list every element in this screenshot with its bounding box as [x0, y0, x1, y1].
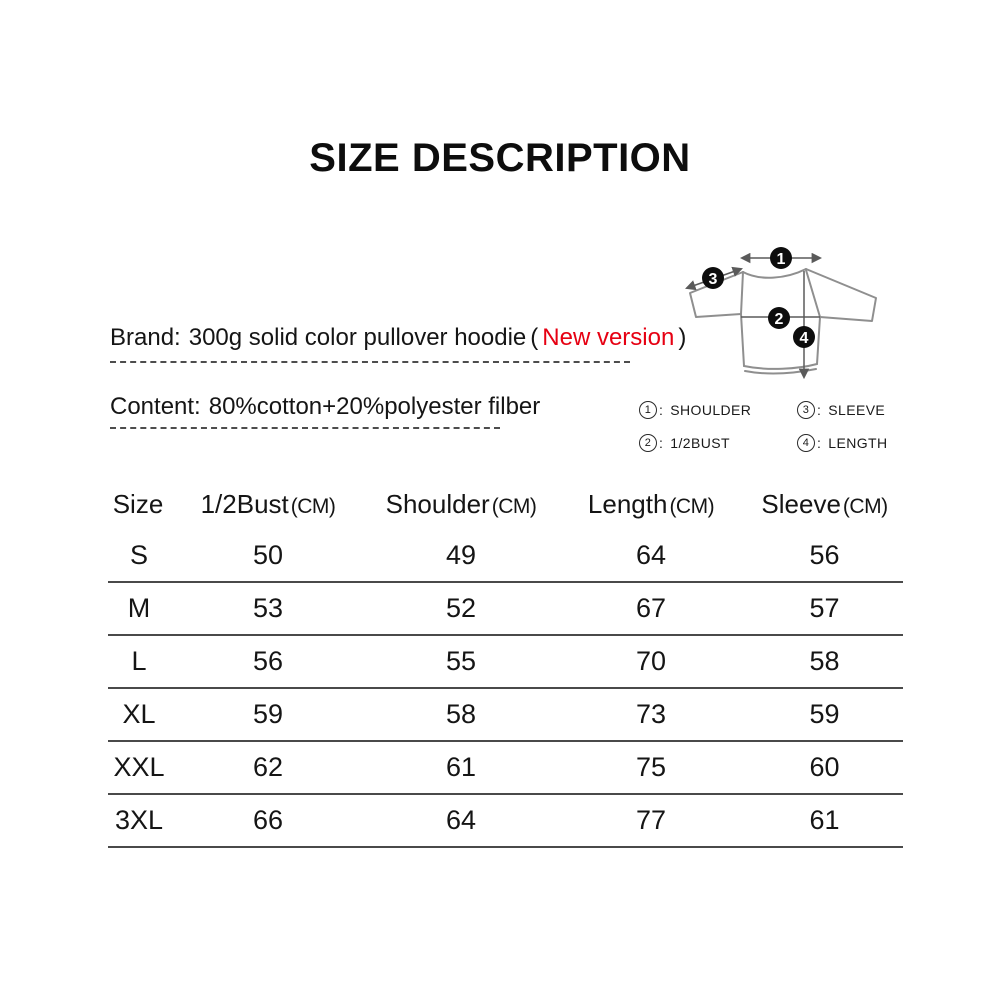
legend-separator: :	[659, 402, 664, 418]
brand-line	[110, 324, 687, 363]
size-cell: XL	[108, 688, 170, 741]
table-row-xl	[108, 688, 903, 741]
sleeve-cell: 56	[746, 530, 903, 582]
bust-cell: 66	[170, 794, 366, 847]
legend-label-length: LENGTH	[828, 435, 888, 451]
circled-4-icon: 4	[797, 434, 815, 452]
col-header-length: Length(CM)	[587, 489, 715, 519]
col-header-size: Size	[112, 489, 164, 519]
sleeve-cell: 57	[746, 582, 903, 635]
legend-item-length	[797, 434, 887, 452]
brand-text: 300g solid color pullover hoodie	[188, 324, 527, 351]
shoulder-cell: 49	[366, 530, 556, 582]
length-cell: 70	[556, 635, 746, 688]
legend-label-bust: 1/2BUST	[670, 435, 730, 451]
hoodie-neck	[743, 269, 806, 278]
legend-separator: :	[817, 402, 822, 418]
marker-4-number: 4	[799, 330, 809, 347]
bust-cell: 62	[170, 741, 366, 794]
shoulder-cell: 58	[366, 688, 556, 741]
content-text: 80%cotton+20%polyester filber	[208, 393, 541, 420]
shoulder-cell: 61	[366, 741, 556, 794]
legend-item-sleeve	[797, 401, 887, 419]
table-row-m	[108, 582, 903, 635]
marker-1-number: 1	[776, 251, 786, 268]
legend-separator: :	[817, 435, 822, 451]
bust-cell: 59	[170, 688, 366, 741]
sleeve-cell: 59	[746, 688, 903, 741]
bust-cell: 56	[170, 635, 366, 688]
legend-item-bust	[639, 434, 797, 452]
hoodie-left-body	[741, 272, 744, 366]
sleeve-cell: 58	[746, 635, 903, 688]
size-cell: L	[108, 635, 170, 688]
size-table-header-row	[108, 489, 903, 530]
content-line	[110, 393, 541, 429]
length-cell: 64	[556, 530, 746, 582]
table-row-s	[108, 530, 903, 582]
hoodie-measurement-diagram	[678, 230, 918, 395]
shoulder-cell: 52	[366, 582, 556, 635]
length-cell: 77	[556, 794, 746, 847]
legend-separator: :	[659, 435, 664, 451]
shoulder-cell: 55	[366, 635, 556, 688]
marker-3-number: 3	[708, 271, 718, 288]
col-header-shoulder: Shoulder(CM)	[385, 489, 537, 519]
diagram-markers	[702, 247, 815, 348]
legend-label-shoulder: SHOULDER	[670, 402, 752, 418]
brand-label: Brand:	[110, 324, 181, 351]
brand-paren-open: (	[530, 324, 539, 351]
measurement-legend	[639, 401, 887, 452]
circled-2-icon: 2	[639, 434, 657, 452]
sleeve-cell: 61	[746, 794, 903, 847]
size-cell: S	[108, 530, 170, 582]
content-label: Content:	[110, 393, 201, 420]
table-row-3xl	[108, 794, 903, 847]
hoodie-hem	[744, 364, 817, 369]
bust-cell: 50	[170, 530, 366, 582]
legend-label-sleeve: SLEEVE	[828, 402, 886, 418]
hoodie-right-sleeve	[806, 269, 876, 321]
table-row-xxl	[108, 741, 903, 794]
size-table	[108, 489, 903, 848]
table-row-l	[108, 635, 903, 688]
circled-1-icon: 1	[639, 401, 657, 419]
bust-cell: 53	[170, 582, 366, 635]
brand-paren-close: )	[678, 324, 687, 351]
col-header-sleeve: Sleeve(CM)	[761, 489, 888, 519]
page-title: SIZE DESCRIPTION	[309, 136, 691, 180]
legend-item-shoulder	[639, 401, 797, 419]
marker-2-number: 2	[774, 311, 784, 328]
brand-highlight: New version	[542, 324, 675, 351]
length-cell: 67	[556, 582, 746, 635]
size-cell: M	[108, 582, 170, 635]
size-cell: XXL	[108, 741, 170, 794]
col-header-bust: 1/2Bust(CM)	[200, 489, 336, 519]
shoulder-cell: 64	[366, 794, 556, 847]
sleeve-cell: 60	[746, 741, 903, 794]
size-cell: 3XL	[108, 794, 170, 847]
length-cell: 73	[556, 688, 746, 741]
length-cell: 75	[556, 741, 746, 794]
circled-3-icon: 3	[797, 401, 815, 419]
